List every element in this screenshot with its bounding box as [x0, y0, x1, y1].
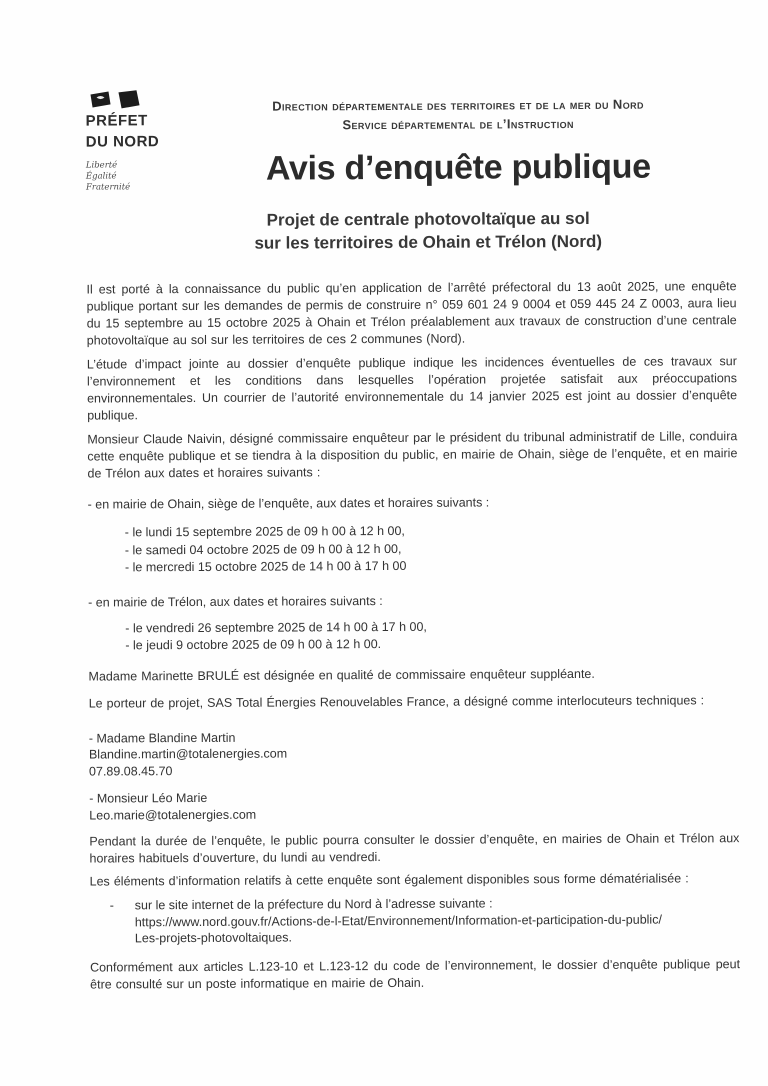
contact-email: Leo.marie@totalenergies.com: [89, 807, 257, 823]
contact-email: Blandine.martin@totalenergies.com: [88, 746, 288, 762]
ohain-schedule-list: [88, 521, 738, 577]
motto-liberte: Liberté: [85, 160, 118, 171]
paragraph-consultation-dossier: Pendant la durée de l’enquête, le public pourra consulter le dossier d’enquête, en mairies de Ohain et Trélon aux horaires habituels d’ouverture, du lundi au vendredi.: [89, 831, 740, 866]
trelon-schedule-header: - en mairie de Trélon, aux dates et horaires suivants :: [88, 593, 383, 610]
contact-phone: 07.89.08.45.70: [88, 763, 173, 779]
paragraph-code-environnement: Conformément aux articles L.123-10 et L.123-12 du code de l’environnement, le dossier d’enquête publique peut être consulté sur un poste informatique en mairie de Ohain.: [90, 956, 741, 992]
website-url-line1: https://www.nord.gouv.fr/Actions-de-l-Etat/Environnement/Information-et-participation-du-public/: [134, 912, 662, 929]
paragraph-etude-impact: L’étude d’impact jointe au dossier d’enquête publique indique les incidences éventuelles de ces travaux sur l’environnement et les conditions dans lesquelles l’opération projetée satisfait aux préoccupations environnementales. Un courrier de l’autorité environnementale du 14 janvier 2025 est joint au dossier d’enquête publique.: [86, 354, 738, 423]
website-url-line2: Les-projets-photovoltaiques.: [134, 930, 292, 946]
paragraph-porteur-projet: Le porteur de projet, SAS Total Énergies Renouvelables France, a désigné comme interlocuteurs techniques :: [88, 692, 705, 711]
paragraph-dematerialise: Les éléments d’information relatifs à cette enquête sont également disponibles sous forme dématérialisée :: [89, 871, 689, 889]
website-intro: sur le site internet de la préfecture du Nord à l’adresse suivante :: [134, 896, 493, 913]
bullet-dash: -: [109, 898, 114, 913]
subtitle-line2: sur les territoires de Ohain et Trélon (Nord): [254, 231, 603, 253]
contact-name: - Monsieur Léo Marie: [89, 790, 208, 806]
contact-leo-marie: [89, 787, 739, 823]
document-subtitle: [103, 206, 753, 255]
department-line2: Service départemental de l’Instruction: [342, 116, 574, 133]
document-header: [85, 86, 736, 193]
department-line1: Direction départementale des territoires et de la mer du Nord: [272, 96, 644, 114]
motto-egalite: Égalité: [85, 171, 117, 182]
ohain-schedule-header: - en mairie de Ohain, siège de l’enquête, aux dates et horaires suivants :: [87, 495, 490, 512]
website-bullet: [90, 894, 740, 947]
trelon-date-item: - le vendredi 26 septembre 2025 de 14 h 00 à 17 h 00,: [125, 619, 427, 635]
contact-name: - Madame Blandine Martin: [88, 730, 236, 746]
contact-blandine-martin: [89, 727, 739, 780]
marianne-logo-icon: [87, 89, 143, 109]
ohain-date-item: - le lundi 15 septembre 2025 de 09 h 00 à 12 h 00,: [124, 523, 405, 540]
trelon-schedule-list: [88, 617, 738, 655]
paragraph-arrete-prefectoral: Il est porté à la connaissance du public qu’en application de l’arrêté préfectoral du 13 août 2025, une enquête publique portant sur les demandes de permis de construire n° 059 601 24 9 0004 et 059 445 24 Z 0003, aura lieu du 15 septembre au 15 octobre 2025 à Ohain et Trélon préalablement aux travaux de construction d’une centrale photovoltaïque au sol sur les territoires de ces 2 communes (Nord).: [86, 279, 737, 348]
ohain-date-item: - le samedi 04 octobre 2025 de 09 h 00 à 12 h 00,: [124, 541, 402, 557]
website-bullet-text: [135, 895, 662, 947]
prefecture-name-line1: PRÉFET: [85, 112, 148, 130]
paragraph-suppleante: Madame Marinette BRULÉ est désignée en qualité de commissaire enquêteur suppléante.: [88, 666, 595, 684]
ohain-date-item: - le mercredi 15 octobre 2025 de 14 h 00 à 17 h 00: [124, 558, 407, 575]
paragraph-commissaire-enqueteur: Monsieur Claude Naivin, désigné commissaire enquêteur par le président du tribunal administratif de Lille, conduira cette enquête publique et se tiendra à la disposition du public, en mairie de Ohain, siège de l’enquête, et en mairie de Trélon aux dates et horaires suivants :: [87, 429, 738, 481]
header-right-column: [180, 86, 736, 189]
prefecture-logo-block: [85, 89, 181, 193]
trelon-date-item: - le jeudi 9 octobre 2025 de 09 h 00 à 12 h 00.: [125, 637, 382, 653]
prefecture-name-line2: DU NORD: [85, 133, 160, 151]
motto-fraternite: Fraternité: [85, 182, 131, 193]
republic-motto: [86, 160, 181, 193]
subtitle-line1: Projet de centrale photovoltaïque au sol: [266, 208, 590, 230]
page-title: Avis d’enquête publique: [265, 147, 651, 188]
